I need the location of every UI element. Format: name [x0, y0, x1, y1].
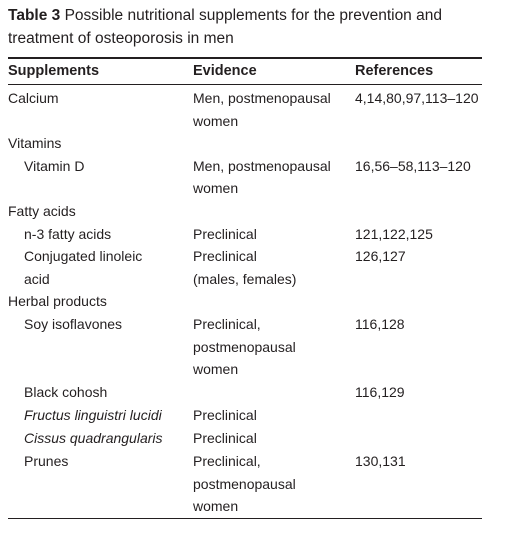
evidence-text: Preclinical: [193, 248, 257, 265]
references-text: 121,122,125: [355, 225, 433, 242]
evidence-text: postmenopausal: [193, 475, 296, 492]
evidence-text: Preclinical,: [193, 453, 261, 469]
supplement-name: Fructus linguistri lucidi: [24, 407, 162, 423]
supplement-name: Prunes: [24, 453, 69, 469]
evidence-text: Preclinical: [193, 430, 257, 446]
evidence-text: postmenopausal: [193, 338, 296, 355]
supplement-name: Conjugated linoleic: [24, 248, 143, 265]
evidence-text: women: [193, 180, 239, 197]
evidence-text: (males, females): [193, 270, 297, 287]
supplement-name: Soy isoflavones: [24, 316, 123, 332]
evidence-text: Men, postmenopausal: [193, 90, 331, 106]
supplement-name: Calcium: [8, 90, 59, 106]
references-text: 116,129: [355, 384, 405, 400]
evidence-text: Preclinical: [193, 225, 257, 242]
evidence-text: Preclinical: [193, 407, 257, 423]
table-header-rule: [8, 84, 482, 85]
caption-line-1: [8, 4, 504, 27]
header-references: References: [355, 63, 434, 79]
supplement-name: acid: [24, 270, 50, 287]
table-caption: [8, 4, 504, 50]
references-text: 16,56–58,113–120: [355, 157, 471, 174]
group-name: Fatty acids: [8, 203, 76, 219]
supplement-name: Vitamin D: [24, 157, 85, 174]
caption-label: Table 3: [8, 7, 61, 24]
supplement-name: Black cohosh: [24, 384, 108, 400]
supplement-name: Cissus quadrangularis: [24, 430, 163, 446]
evidence-text: Men, postmenopausal: [193, 157, 331, 174]
references-text: 126,127: [355, 248, 406, 265]
header-evidence: Evidence: [193, 63, 257, 79]
supplement-name: n-3 fatty acids: [24, 225, 112, 242]
group-name: Herbal products: [8, 293, 107, 310]
evidence-text: women: [193, 498, 239, 515]
evidence-text: women: [193, 361, 239, 378]
table-bottom-rule: [8, 518, 482, 519]
caption-text-2: treatment of osteoporosis in men: [8, 30, 234, 47]
references-text: 4,14,80,97,113–120: [355, 90, 479, 106]
references-text: 116,128: [355, 316, 405, 332]
evidence-text: Preclinical,: [193, 316, 261, 332]
group-name: Vitamins: [8, 135, 62, 152]
evidence-text: women: [193, 112, 239, 129]
caption-text-1: Possible nutritional supplements for the prevention and: [64, 7, 442, 24]
header-supplements: Supplements: [8, 63, 100, 79]
table-top-rule: [8, 57, 482, 59]
references-text: 130,131: [355, 453, 406, 469]
